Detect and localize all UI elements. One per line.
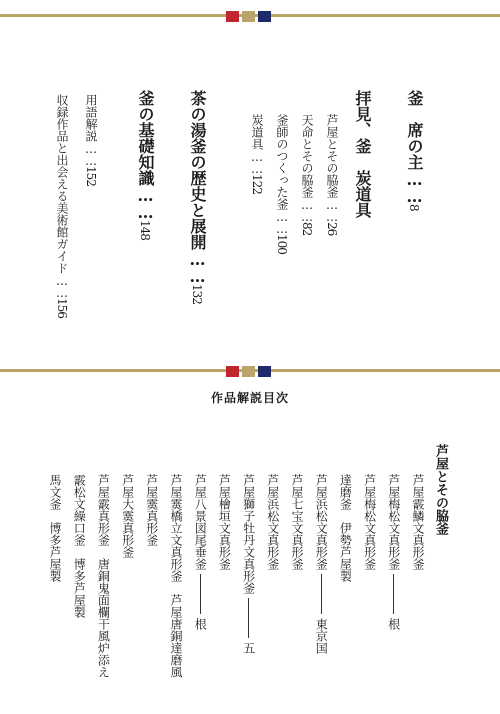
work-title: 芦屋霙真形釜 <box>144 474 159 546</box>
toc-page: 8 <box>407 204 421 211</box>
work-title: 芦屋霰真形釜 唐銅鬼面欄干風炉添え <box>96 474 111 678</box>
toc-item <box>326 114 338 235</box>
toc-page: 148 <box>138 220 152 240</box>
toc-item-label: 天命とその脇釜 <box>300 114 314 198</box>
toc-leader: …… <box>325 198 339 222</box>
toc-item <box>56 94 68 318</box>
work-title: 霰松文繰口釜 博多芦屋製 <box>72 474 87 618</box>
work-title: 芦屋梅松文真形釜 <box>386 474 401 570</box>
work-entry <box>291 474 303 714</box>
toc-section-3 <box>189 90 205 304</box>
toc-leader: …… <box>250 150 264 174</box>
work-title: 芦屋獅子牡丹文真形釜 <box>241 474 256 594</box>
toc-item <box>251 114 263 194</box>
work-entry <box>122 474 134 714</box>
leader-rule <box>393 574 394 614</box>
toc-leader: …… <box>275 210 289 234</box>
toc-item <box>301 114 313 235</box>
toc-section-1 <box>406 90 422 211</box>
navy-square <box>258 366 271 377</box>
toc-leader: …… <box>55 274 69 298</box>
work-entry <box>243 474 255 714</box>
work-entry <box>218 474 230 714</box>
work-entry <box>73 474 85 714</box>
work-title: 芦屋浜松文真形釜 <box>314 474 329 570</box>
work-entry <box>146 474 158 714</box>
work-location: 根 <box>386 618 401 630</box>
work-title: 芦屋八景図尾垂釜 <box>193 474 208 570</box>
work-title: 芦屋檜垣文真形釜 <box>217 474 232 570</box>
toc-item-label: 収録作品と出会える美術館ガイド <box>55 94 69 274</box>
toc-page: 122 <box>250 174 264 194</box>
work-title: 芦屋七宝文真形釜 <box>290 474 304 570</box>
gold-square <box>242 366 255 377</box>
work-title: 芦屋梅松文真形釜 <box>362 474 377 570</box>
work-location: 五 <box>241 642 256 654</box>
work-title: 馬文釜 博多芦屋製 <box>48 474 62 582</box>
toc-leader: …… <box>136 186 155 220</box>
work-title: 芦屋大霙真形釜 <box>120 474 135 558</box>
toc-leader: …… <box>300 198 314 222</box>
toc-page: 100 <box>275 234 289 254</box>
toc-leader: …… <box>405 170 424 204</box>
red-square <box>226 366 239 377</box>
work-entry <box>194 474 206 714</box>
toc-item <box>85 94 97 186</box>
work-location: 根 <box>193 618 208 630</box>
toc-item-label: 用語解説 <box>84 94 98 142</box>
work-entry <box>388 474 400 714</box>
work-entry <box>315 474 327 714</box>
work-entry <box>364 474 376 714</box>
work-title: 達磨釜 伊勢芦屋製 <box>338 474 353 582</box>
works-section-heading: 芦屋とその脇釜 <box>433 444 448 535</box>
toc-page: 156 <box>55 298 69 318</box>
work-entry <box>97 474 109 714</box>
toc-title: 釜 席の主 <box>405 90 424 170</box>
toc-section-2-title: 拝見、釜 炭道具 <box>353 90 372 218</box>
toc-item-label: 釜師のつくった釜 <box>275 114 289 210</box>
toc-leader: …… <box>188 250 207 284</box>
works-index-title: 作品解説目次 <box>210 391 289 405</box>
toc-title: 釜の基礎知識 <box>136 90 155 186</box>
toc-leader: …… <box>84 142 98 166</box>
work-title: 芦屋霰鱗文真形釜 <box>411 474 425 570</box>
gold-square <box>242 11 255 22</box>
toc-page: 82 <box>300 222 314 236</box>
work-entry <box>49 474 61 714</box>
work-entry <box>339 474 351 714</box>
work-entry <box>412 474 424 714</box>
leader-rule <box>248 598 249 638</box>
toc-page: 26 <box>325 222 339 236</box>
toc-item <box>276 114 288 254</box>
leader-rule <box>200 574 201 614</box>
toc-page: 152 <box>84 166 98 186</box>
work-entry <box>267 474 279 714</box>
work-title: 芦屋浜松文真形釜 <box>265 474 280 570</box>
toc-item-label: 炭道具 <box>250 114 264 150</box>
red-square <box>226 11 239 22</box>
leader-rule <box>321 574 322 614</box>
work-title: 芦屋霙橋立文真形釜 芦屋唐銅達磨風 <box>169 474 183 678</box>
toc-page: 132 <box>190 284 204 304</box>
toc-section-4 <box>137 90 153 240</box>
toc-item-label: 芦屋とその脇釜 <box>325 114 339 198</box>
work-location: 東京国 <box>314 618 329 654</box>
toc-title: 茶の湯釜の歴史と展開 <box>188 90 207 250</box>
work-entry <box>170 474 182 714</box>
navy-square <box>258 11 271 22</box>
